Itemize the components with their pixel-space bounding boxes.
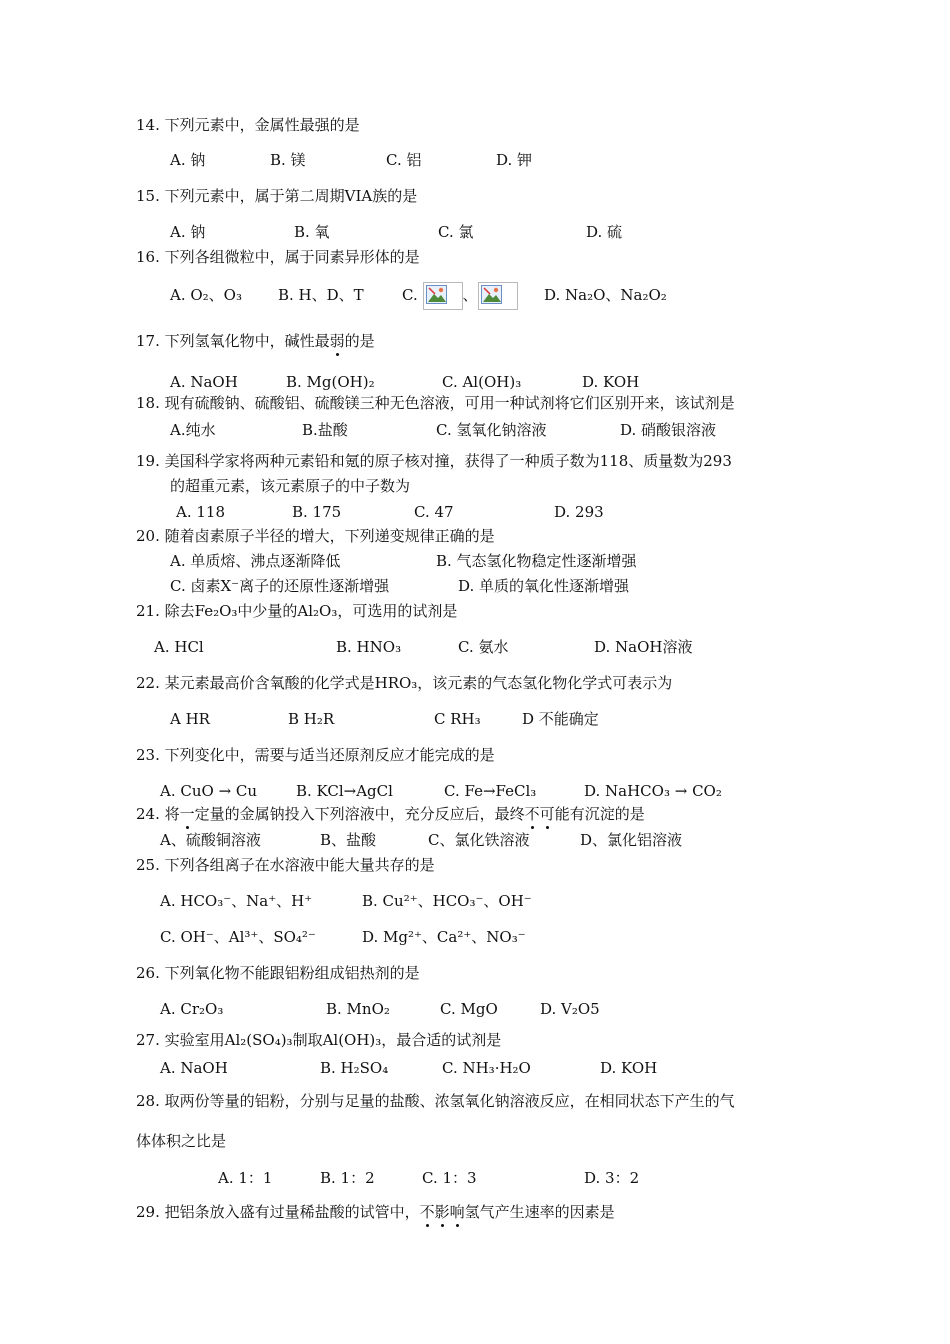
q18-stem: 18. 现有硫酸钠、硫酸铝、硫酸镁三种无色溶液，可用一种试剂将它们区别开来，该试剂是 (136, 394, 735, 412)
q21-stem: 21. 除去Fe₂O₃中少量的Al₂O₃，可选用的试剂是 (136, 602, 458, 620)
q24-emphasis-1: 一 (179, 805, 195, 823)
q21-option-d: D. NaOH溶液 (594, 638, 693, 656)
q23-option-d: D. NaHCO₃ → CO₂ (584, 782, 722, 800)
q19-option-c: C. 47 (414, 503, 454, 521)
q16-option-c-label: C. (402, 286, 418, 304)
q24-stem-end: 能有沉淀的是 (554, 805, 645, 823)
q24-stem-mid: 定量的金属钠投入下列溶液中，充分反应后，最终 (194, 805, 525, 823)
q17-option-b: B. Mg(OH)₂ (286, 373, 375, 391)
q19-option-a: A. 118 (176, 503, 225, 521)
q20-option-a: A. 单质熔、沸点逐渐降低 (170, 552, 341, 570)
q23-option-b: B. KCl→AgCl (296, 782, 393, 800)
broken-image-icon (423, 282, 463, 310)
q27-stem: 27. 实验室用Al₂(SO₄)₃制取Al(OH)₃，最合适的试剂是 (136, 1031, 502, 1049)
q24-option-b: B、盐酸 (320, 831, 377, 849)
q22-option-a: A HR (170, 710, 210, 728)
q15-option-b: B. 氧 (294, 223, 330, 241)
q25-option-d: D. Mg²⁺、Ca²⁺、NO₃⁻ (362, 928, 526, 946)
q24-stem (136, 804, 645, 824)
q27-option-b: B. H₂SO₄ (320, 1059, 389, 1077)
q28-option-d: D. 3：2 (584, 1169, 640, 1187)
q28-option-b: B. 1：2 (320, 1169, 375, 1187)
q27-option-d: D. KOH (600, 1059, 658, 1077)
q19-stem: 19. 美国科学家将两种元素铅和氪的原子核对撞，获得了一种质子数为118、质量数为293 (136, 452, 732, 470)
q17-option-a: A. NaOH (170, 373, 238, 391)
q23-option-a: A. CuO → Cu (160, 782, 258, 800)
q25-option-b: B. Cu²⁺、HCO₃⁻、OH⁻ (362, 892, 532, 910)
q14-stem: 14. 下列元素中，金属性最强的是 (136, 116, 360, 134)
q18-option-a: A.纯水 (170, 421, 216, 439)
q29-stem-text: 29. 把铝条放入盛有过量稀盐酸的试管中， (136, 1203, 420, 1221)
q18-option-c: C. 氢氧化钠溶液 (436, 421, 547, 439)
q18-option-d: D. 硝酸银溶液 (620, 421, 717, 439)
broken-image-icon (478, 282, 518, 310)
q16-option-a: A. O₂、O₃ (170, 286, 242, 304)
q24-option-c: C、氯化铁溶液 (428, 831, 530, 849)
q22-option-c: C RH₃ (434, 710, 481, 728)
q15-option-a: A. 钠 (170, 223, 206, 241)
q27-option-a: A. NaOH (160, 1059, 228, 1077)
q24-option-d: D、氯化铝溶液 (580, 831, 683, 849)
q26-option-a: A. Cr₂O₃ (160, 1000, 224, 1018)
q19-option-d: D. 293 (554, 503, 604, 521)
q20-option-c: C. 卤素X⁻离子的还原性逐渐增强 (170, 577, 390, 595)
q28-stem: 28. 取两份等量的铝粉，分别与足量的盐酸、浓氢氧化钠溶液反应，在相同状态下产生的气 (136, 1092, 735, 1110)
q15-stem: 15. 下列元素中，属于第二周期VIA族的是 (136, 187, 418, 205)
q26-option-b: B. MnO₂ (326, 1000, 390, 1018)
q25-stem: 25. 下列各组离子在水溶液中能大量共存的是 (136, 856, 435, 874)
q26-option-d: D. V₂O5 (540, 1000, 600, 1018)
q20-option-b: B. 气态氢化物稳定性逐渐增强 (436, 552, 637, 570)
q24-emphasis-2: 不可 (524, 805, 555, 823)
q16-option-c-separator: 、 (462, 286, 478, 304)
q16-stem: 16. 下列各组微粒中，属于同素异形体的是 (136, 248, 420, 266)
q16-option-d: D. Na₂O、Na₂O₂ (544, 286, 667, 304)
q20-option-d: D. 单质的氧化性逐渐增强 (458, 577, 630, 595)
q14-option-d: D. 钾 (496, 151, 533, 169)
q22-option-b: B H₂R (288, 710, 335, 728)
q21-option-b: B. HNO₃ (336, 638, 402, 656)
q15-option-d: D. 硫 (586, 223, 623, 241)
q16-option-b: B. H、D、T (278, 286, 364, 304)
q15-option-c: C. 氯 (438, 223, 474, 241)
q28-option-c: C. 1：3 (422, 1169, 477, 1187)
q20-stem: 20. 随着卤素原子半径的增大，下列递变规律正确的是 (136, 527, 495, 545)
q14-option-a: A. 钠 (170, 151, 206, 169)
q24-stem-text: 24. 将 (136, 805, 180, 823)
q17-emphasis: 弱 (329, 332, 345, 350)
q17-option-c: C. Al(OH)₃ (442, 373, 522, 391)
q16-option-c (402, 282, 518, 310)
q14-option-b: B. 镁 (270, 151, 306, 169)
q29-stem-end: 氢气产生速率的因素是 (464, 1203, 615, 1221)
q22-option-d: D 不能确定 (522, 710, 599, 728)
q29-stem (136, 1202, 615, 1222)
q28-stem-cont: 体体积之比是 (136, 1132, 227, 1150)
q17-option-d: D. KOH (582, 373, 640, 391)
q17-stem (136, 331, 375, 351)
q19-stem-cont: 的超重元素，该元素原子的中子数为 (170, 477, 411, 495)
q21-option-c: C. 氨水 (458, 638, 509, 656)
q27-option-c: C. NH₃·H₂O (442, 1059, 531, 1077)
q24-option-a: A、硫酸铜溶液 (160, 831, 261, 849)
q25-option-c: C. OH⁻、Al³⁺、SO₄²⁻ (160, 928, 316, 946)
q17-stem-text: 17. 下列氢氧化物中，碱性最 (136, 332, 330, 350)
q26-stem: 26. 下列氧化物不能跟铝粉组成铝热剂的是 (136, 964, 420, 982)
q17-stem-end: 的是 (344, 332, 375, 350)
q23-option-c: C. Fe→FeCl₃ (444, 782, 537, 800)
q14-option-c: C. 铝 (386, 151, 422, 169)
q19-option-b: B. 175 (292, 503, 342, 521)
q22-stem: 22. 某元素最高价含氧酸的化学式是HRO₃，该元素的气态氢化物化学式可表示为 (136, 674, 673, 692)
q25-option-a: A. HCO₃⁻、Na⁺、H⁺ (160, 892, 313, 910)
q21-option-a: A. HCl (154, 638, 204, 656)
q23-stem: 23. 下列变化中，需要与适当还原剂反应才能完成的是 (136, 746, 495, 764)
q26-option-c: C. MgO (440, 1000, 498, 1018)
q29-emphasis: 不影响 (419, 1203, 465, 1221)
q28-option-a: A. 1：1 (218, 1169, 273, 1187)
q18-option-b: B.盐酸 (302, 421, 348, 439)
